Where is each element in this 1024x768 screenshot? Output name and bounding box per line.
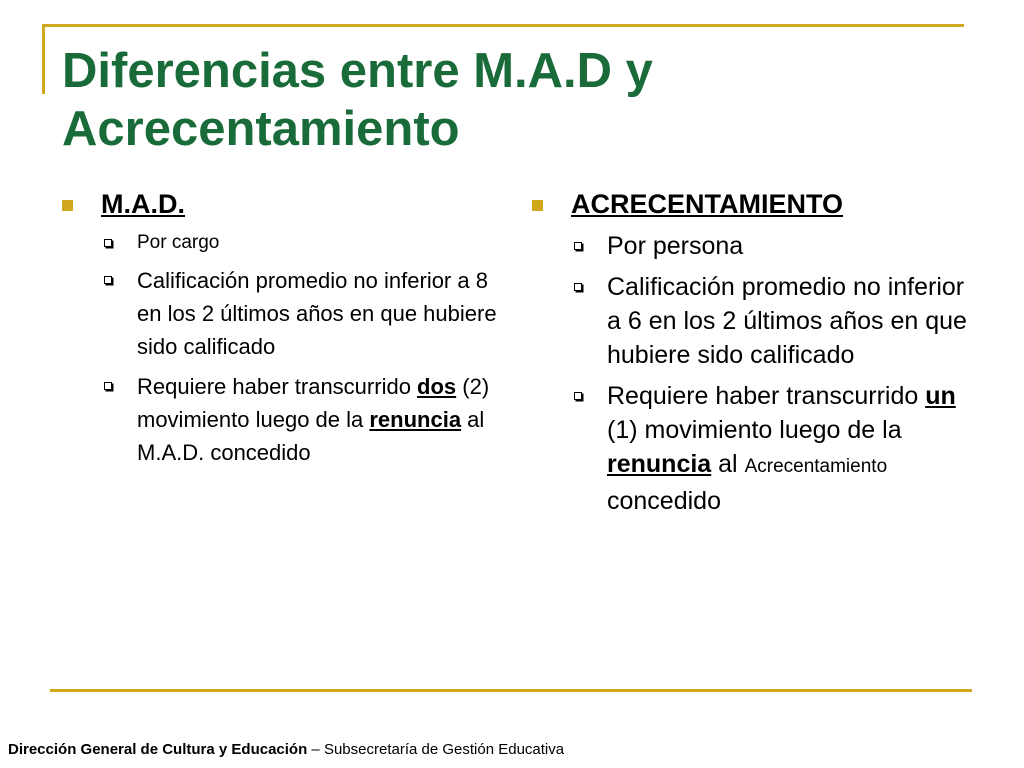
acrec-item-por-persona [532, 229, 982, 263]
box-bullet-icon [574, 392, 582, 400]
emphasis-dos: dos [417, 374, 457, 399]
footer-org: Dirección General de Cultura y Educación [8, 741, 308, 758]
mad-item-por-cargo [62, 229, 502, 257]
slide-title: Diferencias entre M.A.D y Acrecentamiento [62, 44, 653, 156]
emphasis-un: un [925, 382, 956, 410]
mad-item-calificacion [62, 264, 502, 363]
box-bullet-icon [104, 276, 112, 284]
acrec-item-text: Calificación promedio no inferior a 6 en los 2 últimos años en que hubiere sido calificado [607, 273, 967, 369]
left-rule [42, 24, 45, 94]
box-bullet-icon [574, 242, 582, 250]
mad-column [62, 186, 502, 476]
mad-heading: M.A.D. [101, 189, 185, 219]
box-bullet-icon [104, 382, 112, 390]
acrec-item-calificacion [532, 270, 982, 372]
mad-item-text: Por cargo [137, 232, 220, 253]
footer [8, 740, 564, 760]
box-bullet-icon [104, 239, 112, 247]
acrec-requiere-text: Requiere haber transcurrido un (1) movimiento luego de la renuncia al Acrecentamiento concedido [607, 382, 956, 515]
acrecentamiento-heading-item [532, 186, 982, 222]
emphasis-renuncia: renuncia [369, 407, 462, 432]
bottom-rule [50, 689, 972, 692]
footer-separator: – [307, 741, 324, 758]
acrec-item-text: Por persona [607, 232, 744, 260]
mad-item-requiere [62, 370, 502, 469]
top-rule [42, 24, 964, 27]
mad-item-text: Calificación promedio no inferior a 8 en los 2 últimos años en que hubiere sido calificado [137, 268, 497, 359]
box-bullet-icon [574, 283, 582, 291]
emphasis-renuncia: renuncia [607, 450, 712, 478]
footer-sub: Subsecretaría de Gestión Educativa [323, 741, 565, 758]
mad-requiere-text: Requiere haber transcurrido dos (2) movimiento luego de la renuncia al M.A.D. concedido [137, 374, 490, 465]
acrecentamiento-column [532, 186, 982, 525]
mad-heading-item [62, 186, 502, 222]
acrec-item-requiere [532, 379, 982, 518]
acrecentamiento-heading: ACRECENTAMIENTO [571, 189, 844, 219]
square-bullet-icon [532, 200, 543, 211]
square-bullet-icon [62, 200, 73, 211]
